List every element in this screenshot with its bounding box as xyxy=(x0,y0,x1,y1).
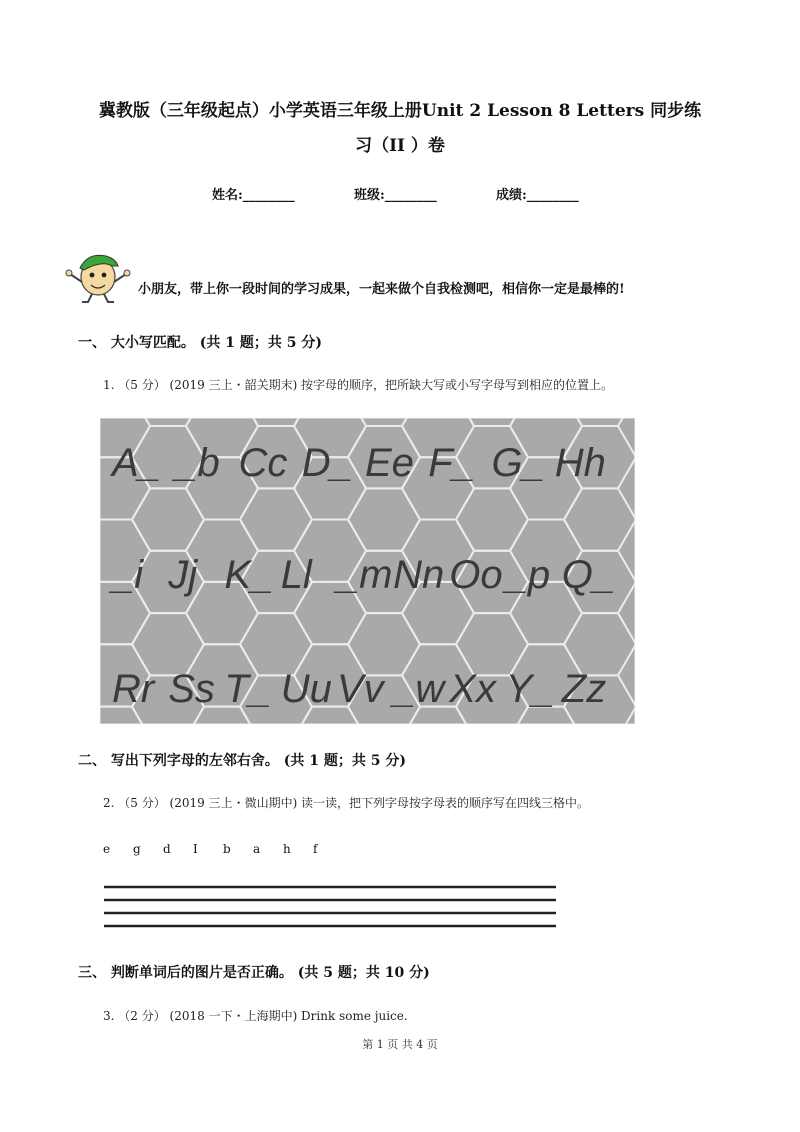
q2-letter: a xyxy=(253,842,261,856)
question-1: 1. （5 分） (2019 三上・韶关期末) 按字母的顺序，把所缺大写或小写字母写到相应的位置上。 xyxy=(103,378,614,392)
handwritten-letter-pair: T_ xyxy=(224,667,272,711)
handwritten-letter-pair: Rr xyxy=(112,667,155,711)
page-title-line-2: 习（II ）卷 xyxy=(355,136,445,156)
handwritten-letter-pair: Hh xyxy=(554,441,606,485)
handwritten-letter-pair: Y_ xyxy=(505,667,555,711)
handwritten-letter-pair: Uu xyxy=(280,667,332,711)
handwritten-letter-pair: K_ xyxy=(224,553,274,597)
handwritten-letter-pair: Ss xyxy=(168,667,215,711)
q2-letter: e xyxy=(103,842,111,856)
handwritten-letter-pair: G_ xyxy=(491,441,545,485)
handwritten-letter-pair: _i xyxy=(112,553,144,597)
handwritten-letter-pair: _p xyxy=(505,553,551,597)
handwritten-letter-pair: _m xyxy=(336,553,393,597)
q2-letter: h xyxy=(283,842,291,856)
handwritten-letter-pair: Q_ xyxy=(561,553,616,597)
handwritten-letter-pair: Zz xyxy=(561,667,607,711)
score-field: 成绩:________ xyxy=(496,188,579,203)
q2-letter: d xyxy=(163,842,171,856)
handwritten-letter-pair: D_ xyxy=(301,441,353,485)
handwritten-letter-pair: Jj xyxy=(168,553,198,597)
handwritten-letter-pair: A_ xyxy=(112,441,161,485)
name-field: 姓名:________ xyxy=(212,188,295,203)
q2-letter: f xyxy=(313,842,318,856)
four-line-writing-grid xyxy=(102,882,558,930)
section-2-heading: 二、 写出下列字母的左邻右舍。 (共 1 题；共 5 分) xyxy=(78,753,406,769)
mascot-boy-icon xyxy=(62,244,134,304)
handwritten-letter-pair: _w xyxy=(393,667,445,711)
page-title-line-1: 冀教版（三年级起点）小学英语三年级上册Unit 2 Lesson 8 Letters 同步练 xyxy=(98,101,702,121)
page-footer: 第 1 页 共 4 页 xyxy=(362,1038,438,1051)
handwritten-letter-pair: Ee xyxy=(365,441,414,485)
class-field: 班级:________ xyxy=(354,188,437,203)
handwritten-letter-pair: _b xyxy=(175,441,220,485)
handwritten-letter-pair: Xx xyxy=(449,667,496,711)
question-2: 2. （5 分） (2019 三上・微山期中) 读一读，把下列字母按字母表的顺序写在四线三格中。 xyxy=(103,796,590,810)
handwritten-letter-pair: F_ xyxy=(428,441,475,485)
handwritten-letter-pair: Nn xyxy=(393,553,445,597)
q2-letter: g xyxy=(133,842,141,856)
section-1-heading: 一、 大小写匹配。 (共 1 题；共 5 分) xyxy=(78,335,322,351)
handwritten-letter-pair: Cc xyxy=(238,441,288,485)
alphabet-honeycomb-figure xyxy=(100,418,635,724)
q2-letter-list xyxy=(103,842,343,856)
handwritten-letter-pair: Vv xyxy=(336,667,384,711)
handwritten-letter-pair: Oo xyxy=(449,553,503,597)
q2-letter: b xyxy=(223,842,231,856)
question-3: 3. （2 分） (2018 一下・上海期中) Drink some juice. xyxy=(103,1009,408,1023)
intro-text: 小朋友，带上你一段时间的学习成果，一起来做个自我检测吧，相信你一定是最棒的! xyxy=(138,282,625,297)
handwritten-letter-pair: Ll xyxy=(280,553,312,597)
q2-letter: I xyxy=(193,842,198,856)
section-3-heading: 三、 判断单词后的图片是否正确。 (共 5 题；共 10 分) xyxy=(78,965,430,981)
